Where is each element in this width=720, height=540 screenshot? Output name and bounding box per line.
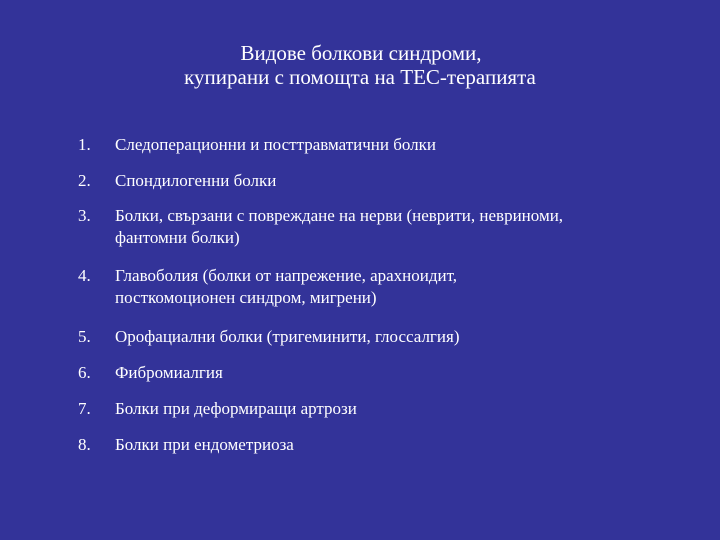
list-item bbox=[78, 398, 698, 420]
list-item bbox=[78, 265, 698, 309]
list-item-text bbox=[115, 434, 698, 456]
list-item-text bbox=[115, 265, 698, 309]
title-line-1: Видове болкови синдроми, bbox=[240, 41, 482, 65]
list-item-number: 7. bbox=[78, 399, 91, 418]
list-item-number: 2. bbox=[78, 171, 91, 190]
list-item-text bbox=[115, 326, 698, 348]
list-item-line: посткомоционен синдром, мигрени) bbox=[115, 288, 377, 307]
list-item-number: 4. bbox=[78, 266, 91, 285]
list-item-line: Главоболия (болки от напрежение, арахноидит, bbox=[115, 266, 458, 285]
list-item-line: Болки, свързани с повреждане на нерви (неврити, невриноми, bbox=[115, 206, 564, 225]
list-item-line: Болки при ендометриоза bbox=[115, 435, 294, 454]
list-item bbox=[78, 434, 698, 456]
list-item bbox=[78, 205, 698, 249]
list-item bbox=[78, 362, 698, 384]
list-item bbox=[78, 170, 698, 192]
list-item-text bbox=[115, 134, 698, 156]
title-line-2: купирани с помощта на ТЕС-терапията bbox=[184, 65, 536, 89]
list-item-text bbox=[115, 362, 698, 384]
list-item-text bbox=[115, 170, 698, 192]
list-item-line: Фибромиалгия bbox=[115, 363, 223, 382]
list-item-text bbox=[115, 398, 698, 420]
list-item-line: Орофациални болки (тригеминити, глоссалгия) bbox=[115, 327, 460, 346]
list-item-number: 5. bbox=[78, 327, 91, 346]
list-item-line: Следоперационни и посттравматични болки bbox=[115, 135, 437, 154]
list-item-number: 1. bbox=[78, 135, 91, 154]
slide-title bbox=[0, 41, 720, 89]
list-item-number: 6. bbox=[78, 363, 91, 382]
list-item-number: 3. bbox=[78, 206, 91, 225]
list-item-line: Спондилогенни болки bbox=[115, 171, 277, 190]
list-item-line: фантомни болки) bbox=[115, 228, 240, 247]
list-item-line: Болки при деформиращи артрози bbox=[115, 399, 357, 418]
list-item bbox=[78, 326, 698, 348]
list-item-text bbox=[115, 205, 698, 249]
list-item bbox=[78, 134, 698, 156]
list-item-number: 8. bbox=[78, 435, 91, 454]
